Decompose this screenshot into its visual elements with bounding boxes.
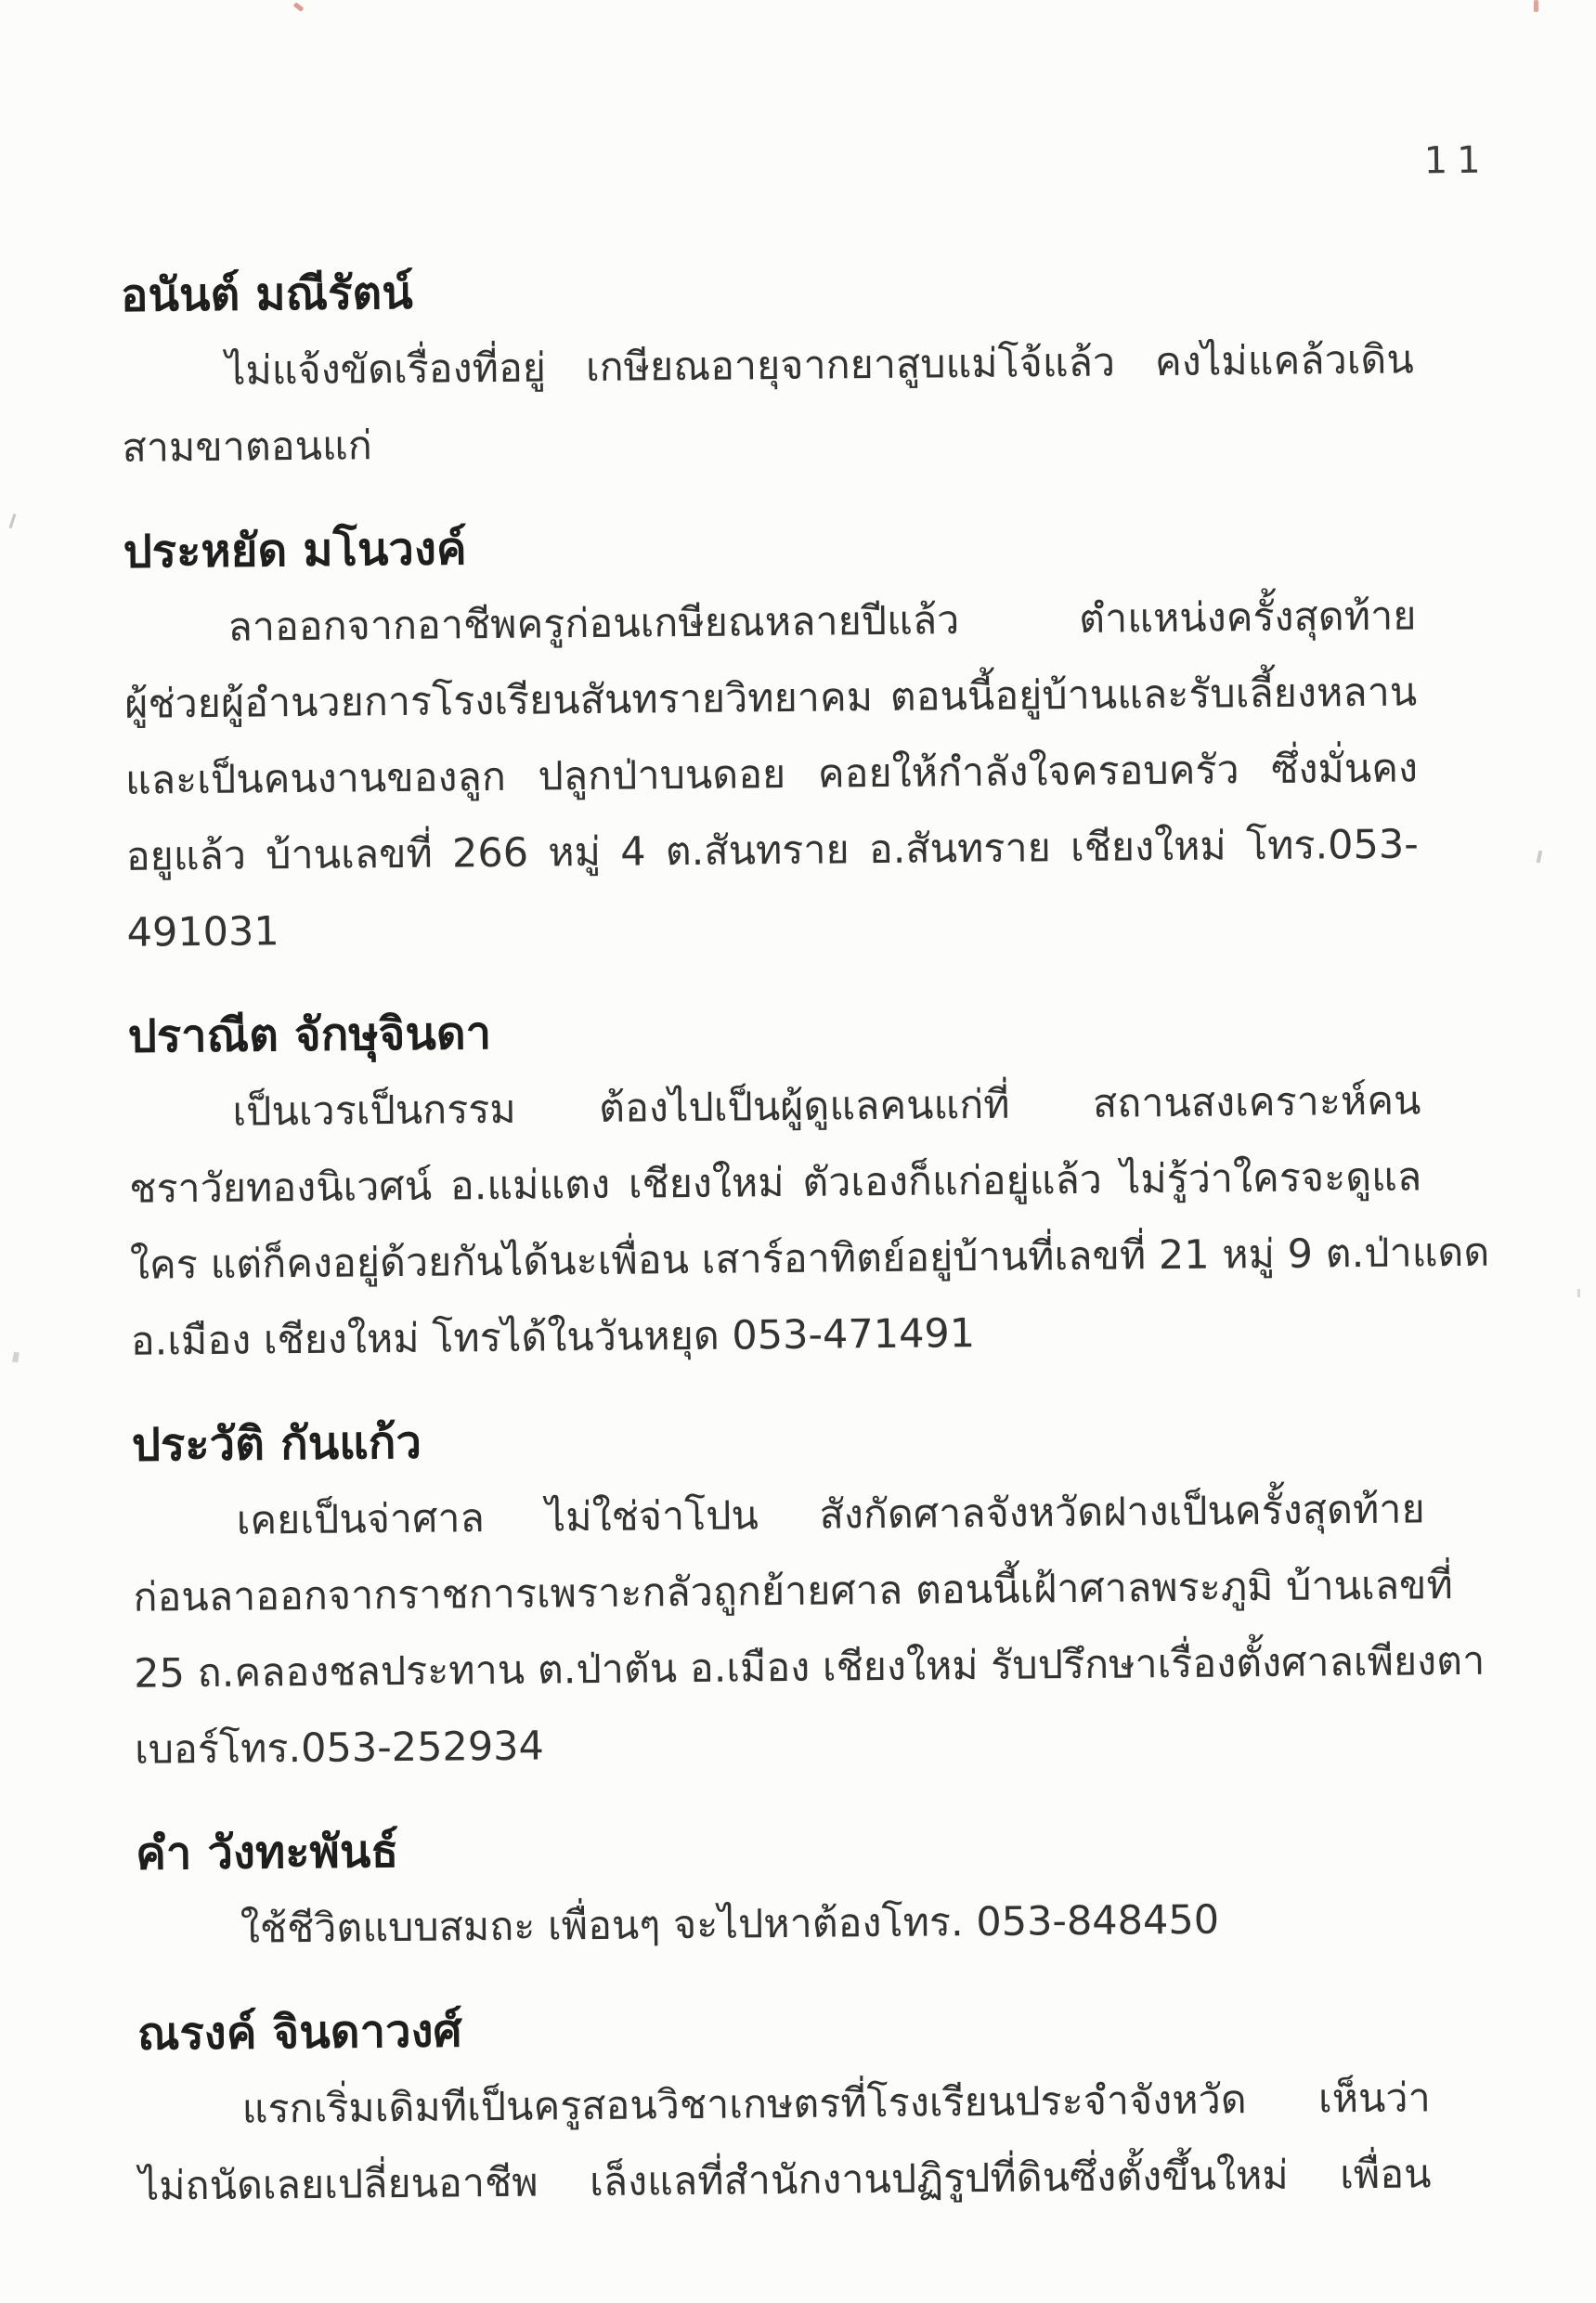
entry-text-line: 491031	[126, 908, 279, 956]
entry-text-line: ไม่ถนัดเลยเปลี่ยนอาชีพ เล็งแลที่สำนักงานปฏิรูปที่ดินซึ่งตั้งขึ้นใหม่ เพื่อน	[138, 2151, 1432, 2210]
entry-name: อนันต์ มณีรัตน์	[120, 266, 413, 322]
entry-text-line: ใคร แต่ก็คงอยู่ด้วยกันได้นะเพื่อน เสาร์อาทิตย์อยู่บ้านที่เลขที่ 21 หมู่ 9 ต.ป่าแดด	[129, 1229, 1490, 1289]
entry-text-line: ก่อนลาออกจากราชการเพราะกลัวถูกย้ายศาล ตอนนี้เฝ้าศาลพระภูมิ บ้านเลขที่	[133, 1562, 1454, 1621]
entry-anan-maneerat	[121, 245, 1415, 486]
entry-text-line: แรกเริ่มเดิมทีเป็นครูสอนวิชาเกษตรที่โรงเรียนประจำจังหวัด เห็นว่า	[241, 2075, 1431, 2133]
entry-text-line: ไม่แจ้งขัดเรื่องที่อยู่ เกษียณอายุจากยาสูบแม่โจ้แล้ว คงไม่แคล้วเดิน	[225, 336, 1414, 395]
entry-name: ปราณีต จักษุจินดา	[127, 1007, 492, 1063]
entry-text-line: ลาออกจากอาชีพครูก่อนเกษียณหลายปีแล้ว ตำแหน่งครั้งสุดท้าย	[227, 592, 1417, 651]
page-content	[120, 217, 1490, 2224]
entry-prawat-kankaew	[131, 1395, 1486, 1788]
entry-name: ประหยัด มโนวงค์	[123, 522, 467, 579]
entry-name: ณรงค์ จินดาวงศ์	[136, 2004, 462, 2061]
entry-text-line: สามขาตอนแก่	[122, 423, 372, 472]
entry-text-line: เบอร์โทร.053-252934	[134, 1723, 545, 1774]
entry-text-line: อยูแล้ว บ้านเลขที่ 266 หมู่ 4 ต.สันทราย อ.สันทราย เชียงใหม่ โทร.053-	[125, 821, 1419, 880]
entry-text-line: ผู้ช่วยผู้อำนวยการโรงเรียนสันทรายวิทยาคม ตอนนี้อยู่บ้านและรับเลี้ยงหลาน	[124, 669, 1418, 728]
entry-name: ประวัติ กันแก้ว	[131, 1415, 422, 1472]
page-number: 11	[1423, 138, 1490, 183]
entry-text-line: และเป็นคนงานของลูก ปลูกป่าบนดอย คอยให้กำลังใจครอบครัว ซึ่งมั่นคง	[124, 745, 1419, 804]
entry-text-line: เป็นเวรเป็นกรรม ต้องไปเป็นผู้ดูแลคนแก่ที่ สถานสงเคราะห์คน	[232, 1077, 1421, 1136]
entry-name: คำ วังทะพันธ์	[135, 1825, 399, 1880]
entry-prayat-manowong	[123, 501, 1420, 970]
entry-text-line: ชราวัยทองนิเวศน์ อ.แม่แตง เชียงใหม่ ตัวเองก็แก่อยู่แล้ว ไม่รู้ว่าใครจะดูแล	[129, 1153, 1422, 1213]
entry-narong-jindawong	[137, 1984, 1432, 2224]
entry-text-line: อ.เมือง เชียงใหม่ โทรได้ในวันหยุด 053-471491	[130, 1310, 976, 1365]
entry-kham-wangthaphan	[136, 1803, 1430, 1968]
entry-text-line: 25 ถ.คลองชลประทาน ต.ป่าตัน อ.เมือง เชียงใหม่ รับปรึกษาเรื่องตั้งศาลเพียงตา	[134, 1637, 1486, 1698]
entry-text-line: ใช้ชีวิตแบบสมถะ เพื่อนๆ จะไปหาต้องโทร. 053-848450	[240, 1896, 1220, 1953]
entry-text-line: เคยเป็นจ่าศาล ไม่ใช่จ่าโปน สังกัดศาลจังหวัดฝางเป็นครั้งสุดท้าย	[236, 1486, 1425, 1544]
entry-praneet-jaksujinda	[127, 986, 1490, 1379]
